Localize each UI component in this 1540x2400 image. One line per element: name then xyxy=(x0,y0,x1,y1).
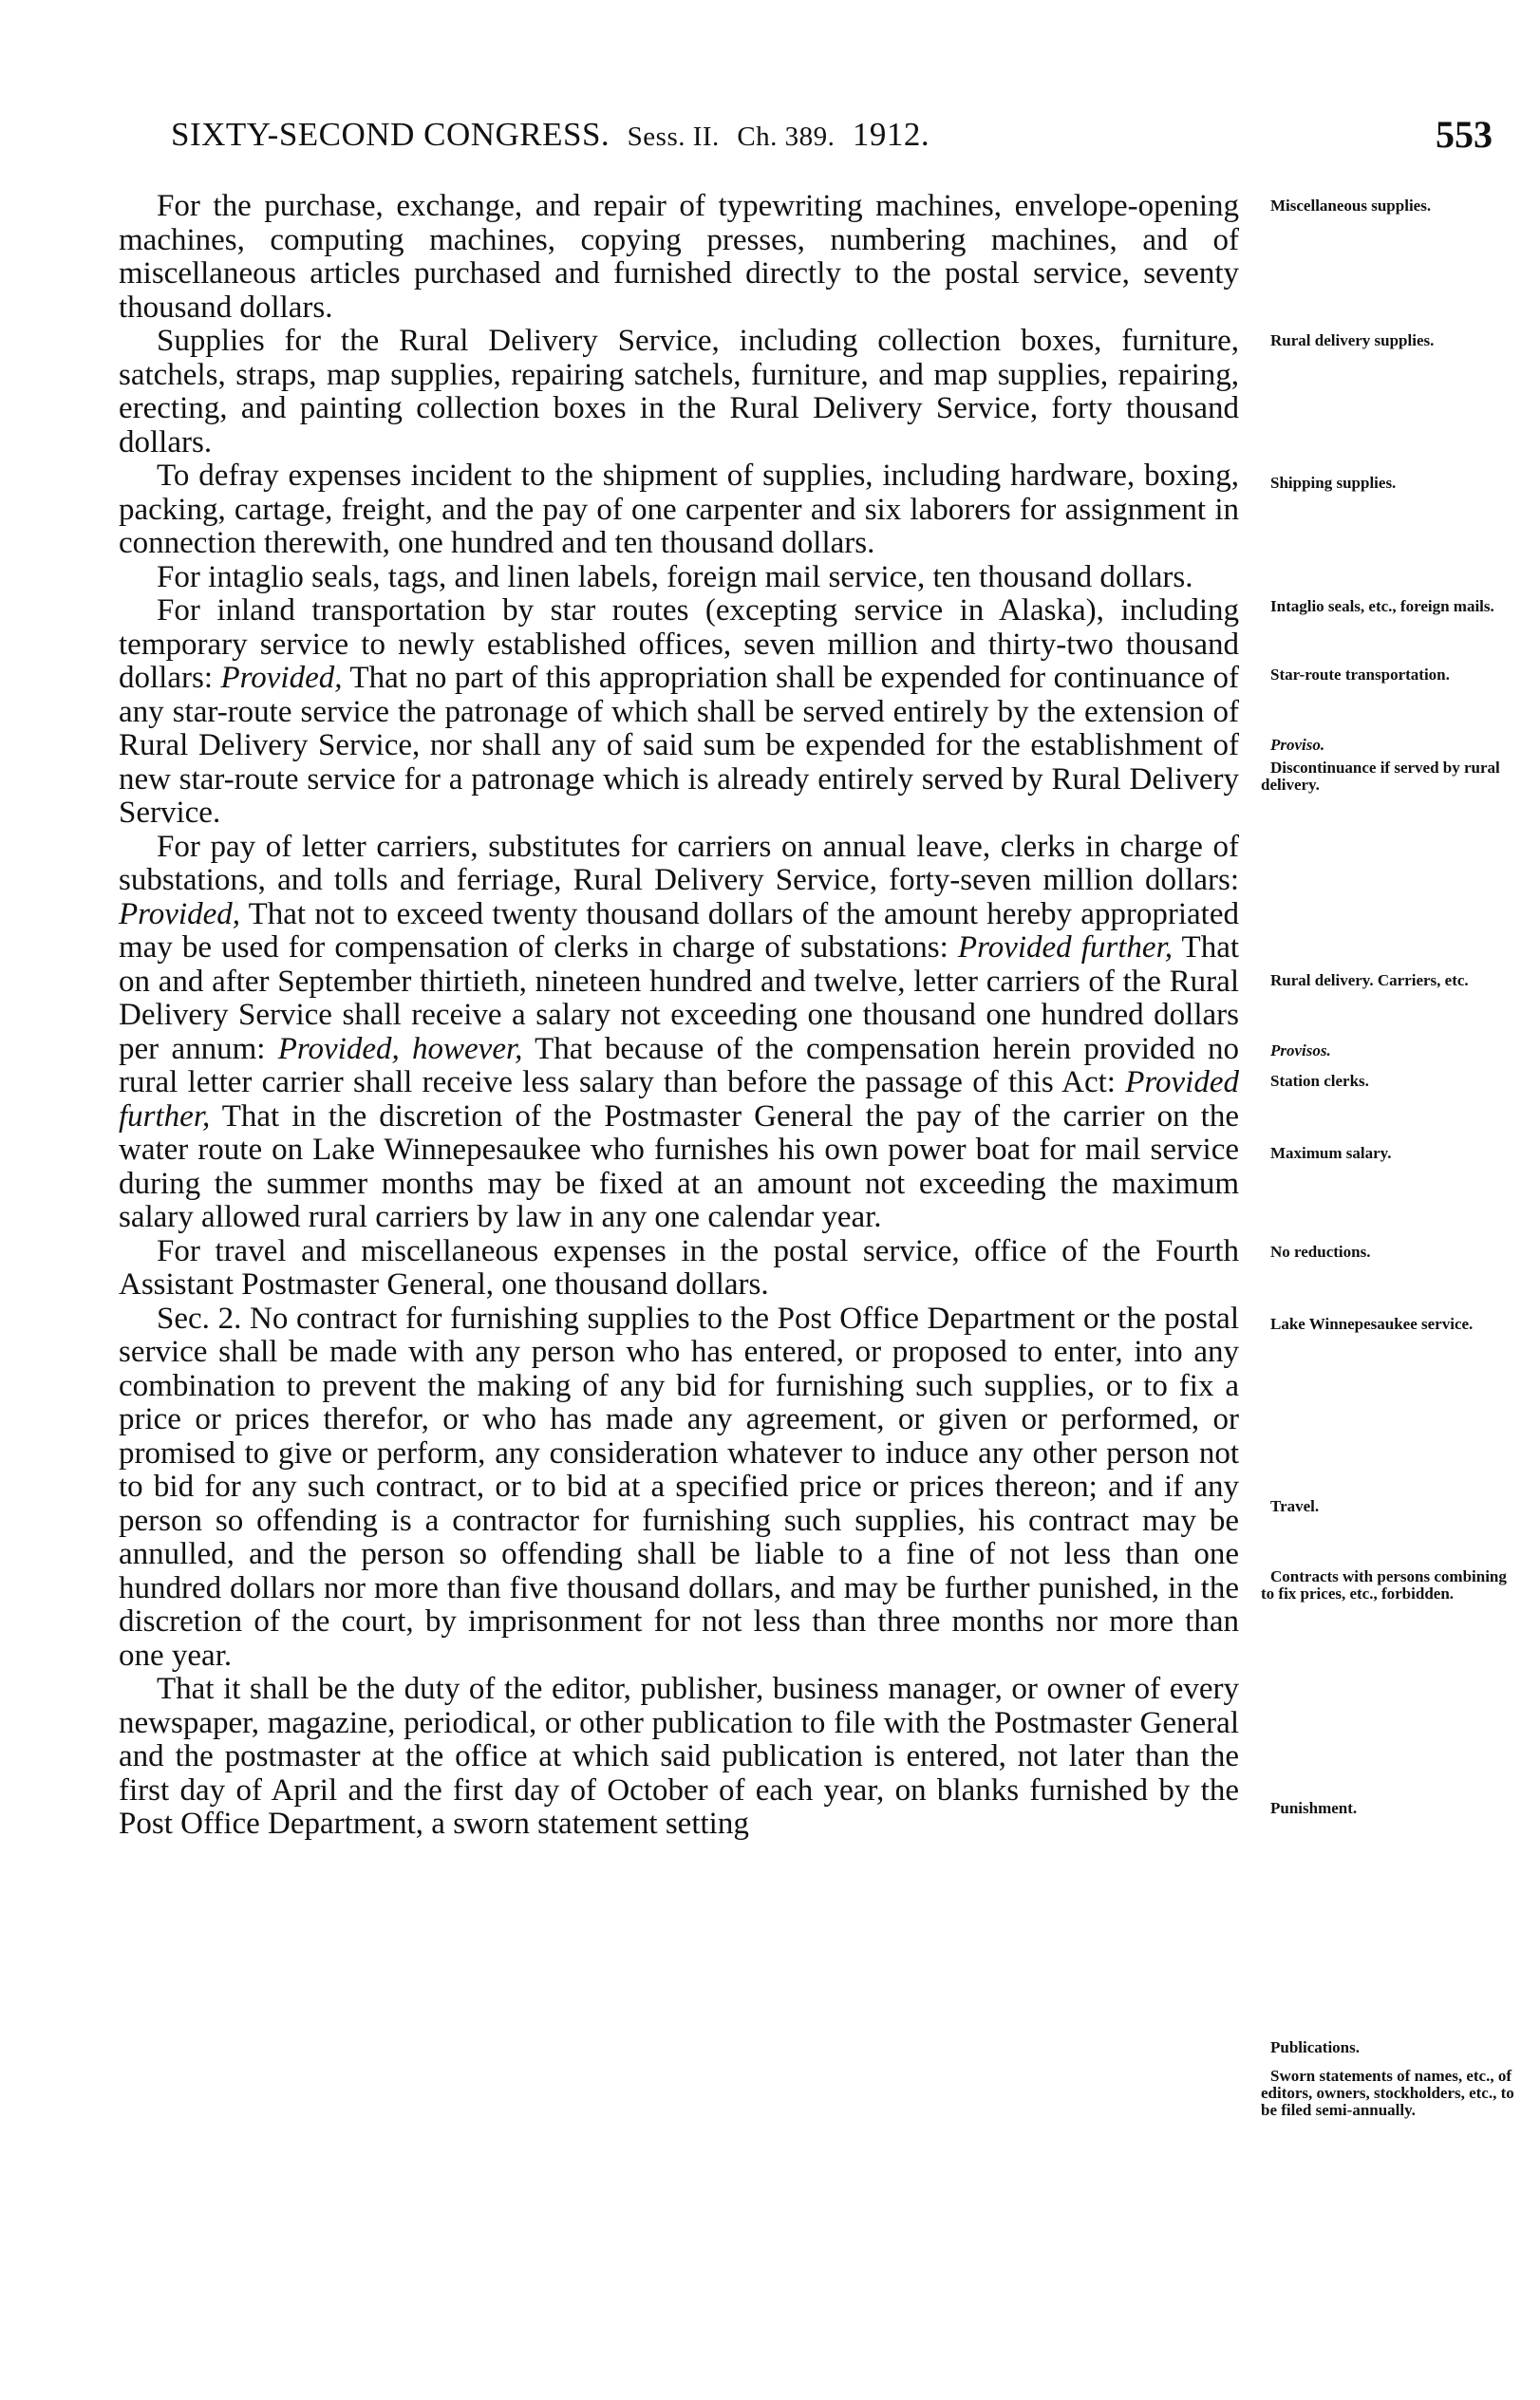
carriers-text-e: That in the discretion of the Postmaster General the pay of the carrier on the water route on Lake Winnepesaukee who furnishes his own power boat for mail service during the summer months may be fixed at an amount not exceeding the maximum salary allowed rural carriers by law in any one calendar year. xyxy=(119,1098,1239,1234)
proviso-word: Provided, however, xyxy=(277,1031,523,1066)
page-number: 553 xyxy=(1436,113,1493,156)
margin-note: Discontinuance if served by rural delivery. xyxy=(1261,759,1500,794)
year-label: 1912. xyxy=(852,116,930,153)
margin-note: Proviso. xyxy=(1270,736,1325,754)
margin-note: Miscellaneous supplies. xyxy=(1270,197,1432,215)
carriers-text-c: That on and after September thirtieth, nineteen hundred and twelve, letter carriers of the Rural Delivery Service shall receive a salary not exceeding one thousand one hundred dollars per annum: xyxy=(119,930,1240,1066)
para-misc-supplies: For the purchase, exchange, and repair of typewriting machines, envelope-opening machines, computing machines, copying presses, numbering machines, and of miscellaneous articles purchased and furnished directly to the postal service, seventy thousand dollars. xyxy=(119,189,1239,325)
margin-note: Provisos. xyxy=(1270,1041,1331,1059)
congress-title: SIXTY-SECOND CONGRESS. xyxy=(171,116,610,153)
margin-note: Shipping supplies. xyxy=(1270,474,1397,492)
margin-note: Publications. xyxy=(1270,2038,1360,2056)
margin-note: Rural delivery. Carriers, etc. xyxy=(1270,971,1469,989)
margin-note: Rural delivery supplies. xyxy=(1270,331,1435,349)
proviso-word: Provided further, xyxy=(119,1065,1239,1134)
margin-note: No reductions. xyxy=(1270,1243,1371,1261)
chapter-label: Ch. 389. xyxy=(737,122,836,152)
carriers-text-b: That not to exceed twenty thousand dollars of the amount hereby appropriated may be used for compensation of clerks in charge of substations: xyxy=(119,896,1239,965)
margin-note: Contracts with persons combining to fix prices, etc., forbidden. xyxy=(1261,1567,1507,1603)
para-travel: For travel and miscellaneous expenses in the postal service, office of the Fourth Assistant Postmaster General, one thousand dollars. xyxy=(119,1233,1239,1302)
margin-note: Punishment. xyxy=(1270,1799,1358,1817)
para-intaglio-seals: For intaglio seals, tags, and linen labels, foreign mail service, ten thousand dollars. xyxy=(157,559,1193,594)
star-route-text: For inland transportation by star routes (excepting service in Alaska), including temporary service to newly established offices, seven million and thirty-two thousand dollars: xyxy=(119,593,1239,695)
para-shipping-supplies: To defray expenses incident to the shipment of supplies, including hardware, boxing, packing, cartage, freight, and the pay of one carpenter and six laborers for assignment in connection therewith, one hundred and ten thousand dollars. xyxy=(119,459,1239,560)
carriers-text-a: For pay of letter carriers, substitutes for carriers on annual leave, clerks in charge of substations, and tolls and ferriage, Rural Delivery Service, forty-seven million dollars: xyxy=(119,829,1239,897)
statute-body xyxy=(119,190,1239,1842)
margin-note: Sworn statements of names, etc., of editors, owners, stockholders, etc., to be filed semi-annually. xyxy=(1261,2067,1514,2119)
session-label: Sess. II. xyxy=(627,122,720,152)
running-head xyxy=(171,116,930,154)
star-route-proviso-text: That no part of this appropriation shall be expended for continuance of any star-route service the patronage of which shall be served entirely by the extension of Rural Delivery Service, nor shall any of said sum be expended for the establishment of new star-route service for a patronage which is already entirely served by Rural Delivery Service. xyxy=(119,661,1240,830)
margin-note: Maximum salary. xyxy=(1270,1144,1392,1162)
margin-note: Star-route transportation. xyxy=(1270,666,1450,684)
para-publications: That it shall be the duty of the editor, publisher, business manager, or owner of every newspaper, magazine, periodical, or other publication to file with the Postmaster General and the postmaster at the office at which said publication is entered, not later than the first day of April and the first day of October of each year, on blanks furnished by the Post Office Department, a sworn statement setting xyxy=(119,1672,1239,1841)
carriers-text-d: That because of the compensation herein provided no rural letter carrier shall receive less salary than before the passage of this Act: xyxy=(119,1031,1239,1099)
para-section-2: Sec. 2. No contract for furnishing supplies to the Post Office Department or the postal service shall be made with any person who has entered, or proposed to enter, into any combination to prevent the making of any bid for furnishing such supplies, or to fix a price or prices therefor, or who has made any agreement, or given or performed, or promised to give or perform, any consideration whatever to induce any other person not to bid for any such contract, or to bid at a specified price or prices thereon; and if any person so offending is a contractor for furnishing such supplies, his contract may be annulled, and the person so offending shall be liable to a fine of not less than one hundred dollars nor more than five thousand dollars, and may be further punished, in the discretion of the court, by imprisonment for not less than three months nor more than one year. xyxy=(119,1301,1239,1673)
proviso-word: Provided, xyxy=(220,661,343,695)
proviso-word: Provided, xyxy=(119,896,240,931)
page-header xyxy=(133,113,1493,163)
proviso-word: Provided further, xyxy=(957,930,1174,965)
margin-note: Intaglio seals, etc., foreign mails. xyxy=(1270,597,1494,615)
para-letter-carriers xyxy=(119,831,1239,1235)
para-rural-supplies: Supplies for the Rural Delivery Service, including collection boxes, furniture, satchels, straps, map supplies, repairing satchels, furniture, and map supplies, repairing, erecting, and painting collection boxes in the Rural Delivery Service, forty thousand dollars. xyxy=(119,324,1239,459)
margin-note: Station clerks. xyxy=(1270,1072,1369,1090)
margin-note: Travel. xyxy=(1270,1497,1320,1515)
para-star-route xyxy=(119,594,1239,831)
margin-note: Lake Winnepesaukee service. xyxy=(1270,1315,1474,1333)
